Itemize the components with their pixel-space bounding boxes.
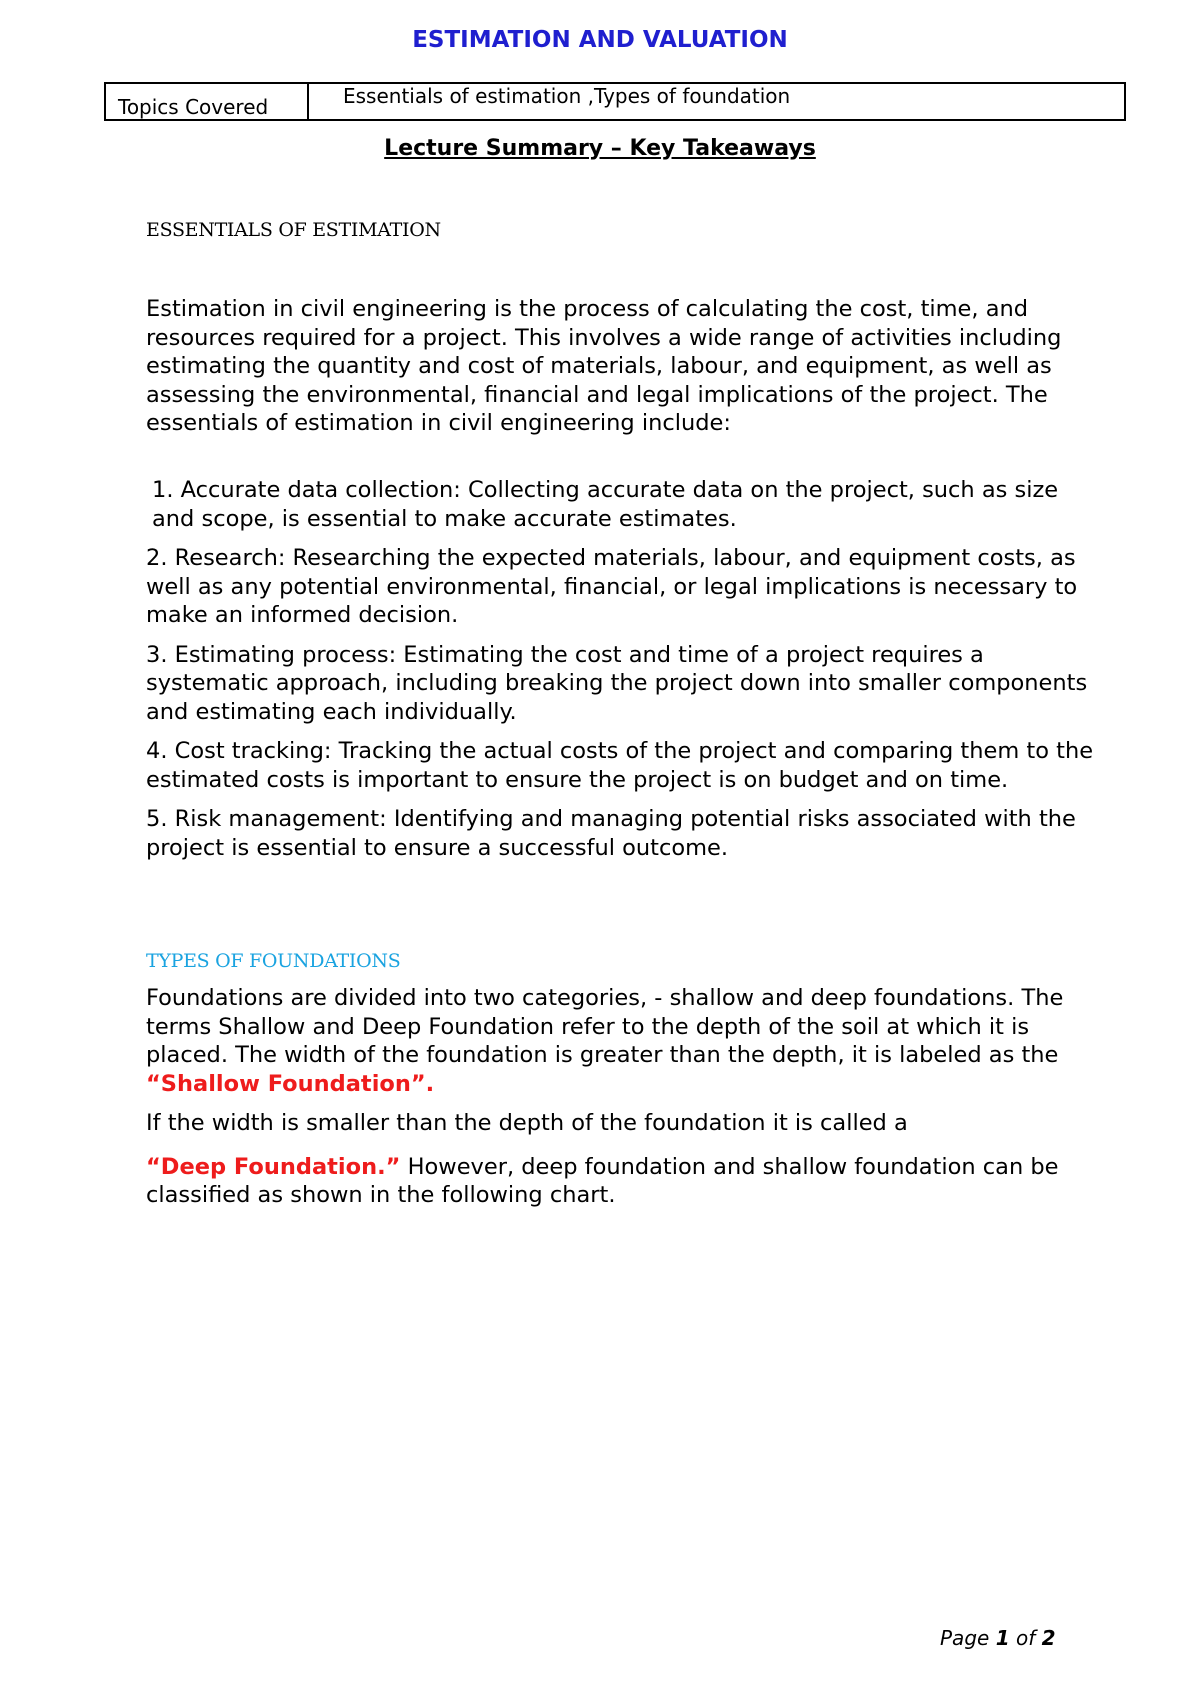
topics-table — [104, 82, 1126, 121]
page-word: Page — [940, 1626, 996, 1650]
list-item: 2. Research: Researching the expected materials, labour, and equipment costs, as well as any potential environmental, financial, or legal implications is necessary to make an informed decision. — [146, 545, 1078, 628]
of-word: of — [1009, 1626, 1042, 1650]
page-number: 1 — [995, 1626, 1010, 1650]
deep-foundation-highlight: “Deep Foundation.” — [146, 1153, 401, 1180]
list-item: 4. Cost tracking: Tracking the actual costs of the project and comparing them to the estimated costs is important to ensure the project is on budget and on time. — [146, 738, 1094, 793]
topics-label: Topics Covered — [106, 84, 309, 119]
intro-paragraph: Estimation in civil engineering is the process of calculating the cost, time, and resources required for a project. This involves a wide range of activities including estimating the quantity and cost of materials, labour, and equipment, as well as assessing the environmental, financial and legal implications of the project. The essentials of estimation in civil engineering include: — [146, 296, 1062, 436]
essentials-list — [146, 476, 1096, 873]
topics-value: Essentials of estimation ,Types of foundation — [343, 84, 791, 108]
foundations-text-3: However, deep foundation and shallow foundation can be classified as shown in the following chart. — [146, 1153, 1059, 1208]
foundations-paragraph — [146, 1153, 1096, 1210]
foundations-paragraph: If the width is smaller than the depth of the foundation it is called a — [146, 1110, 908, 1136]
list-item: 1. Accurate data collection: Collecting accurate data on the project, such as size and scope, is essential to make accurate estimates. — [152, 477, 1059, 532]
list-item: 5. Risk management: Identifying and managing potential risks associated with the project is essential to ensure a successful outcome. — [146, 806, 1076, 861]
section-heading-foundations: TYPES OF FOUNDATIONS — [146, 950, 401, 972]
page-total: 2 — [1041, 1626, 1056, 1650]
foundations-text — [146, 984, 1096, 1221]
summary-heading: Lecture Summary – Key Takeaways — [384, 136, 816, 161]
document-title: ESTIMATION AND VALUATION — [412, 27, 788, 53]
foundations-text-1: Foundations are divided into two categories, - shallow and deep foundations. The terms Shallow and Deep Foundation refer to the depth of the soil at which it is placed. The width of the foundation is greater than the depth, it is labeled as the — [146, 985, 1064, 1068]
section-heading-estimation: ESSENTIALS OF ESTIMATION — [146, 219, 441, 241]
estimation-intro — [146, 295, 1096, 438]
list-item: 3. Estimating process: Estimating the cost and time of a project requires a systematic approach, including breaking the project down into smaller components and estimating each individually. — [146, 641, 1088, 725]
page-footer — [940, 1626, 1056, 1650]
foundations-paragraph — [146, 984, 1096, 1098]
shallow-foundation-highlight: “Shallow Foundation”. — [146, 1070, 435, 1097]
